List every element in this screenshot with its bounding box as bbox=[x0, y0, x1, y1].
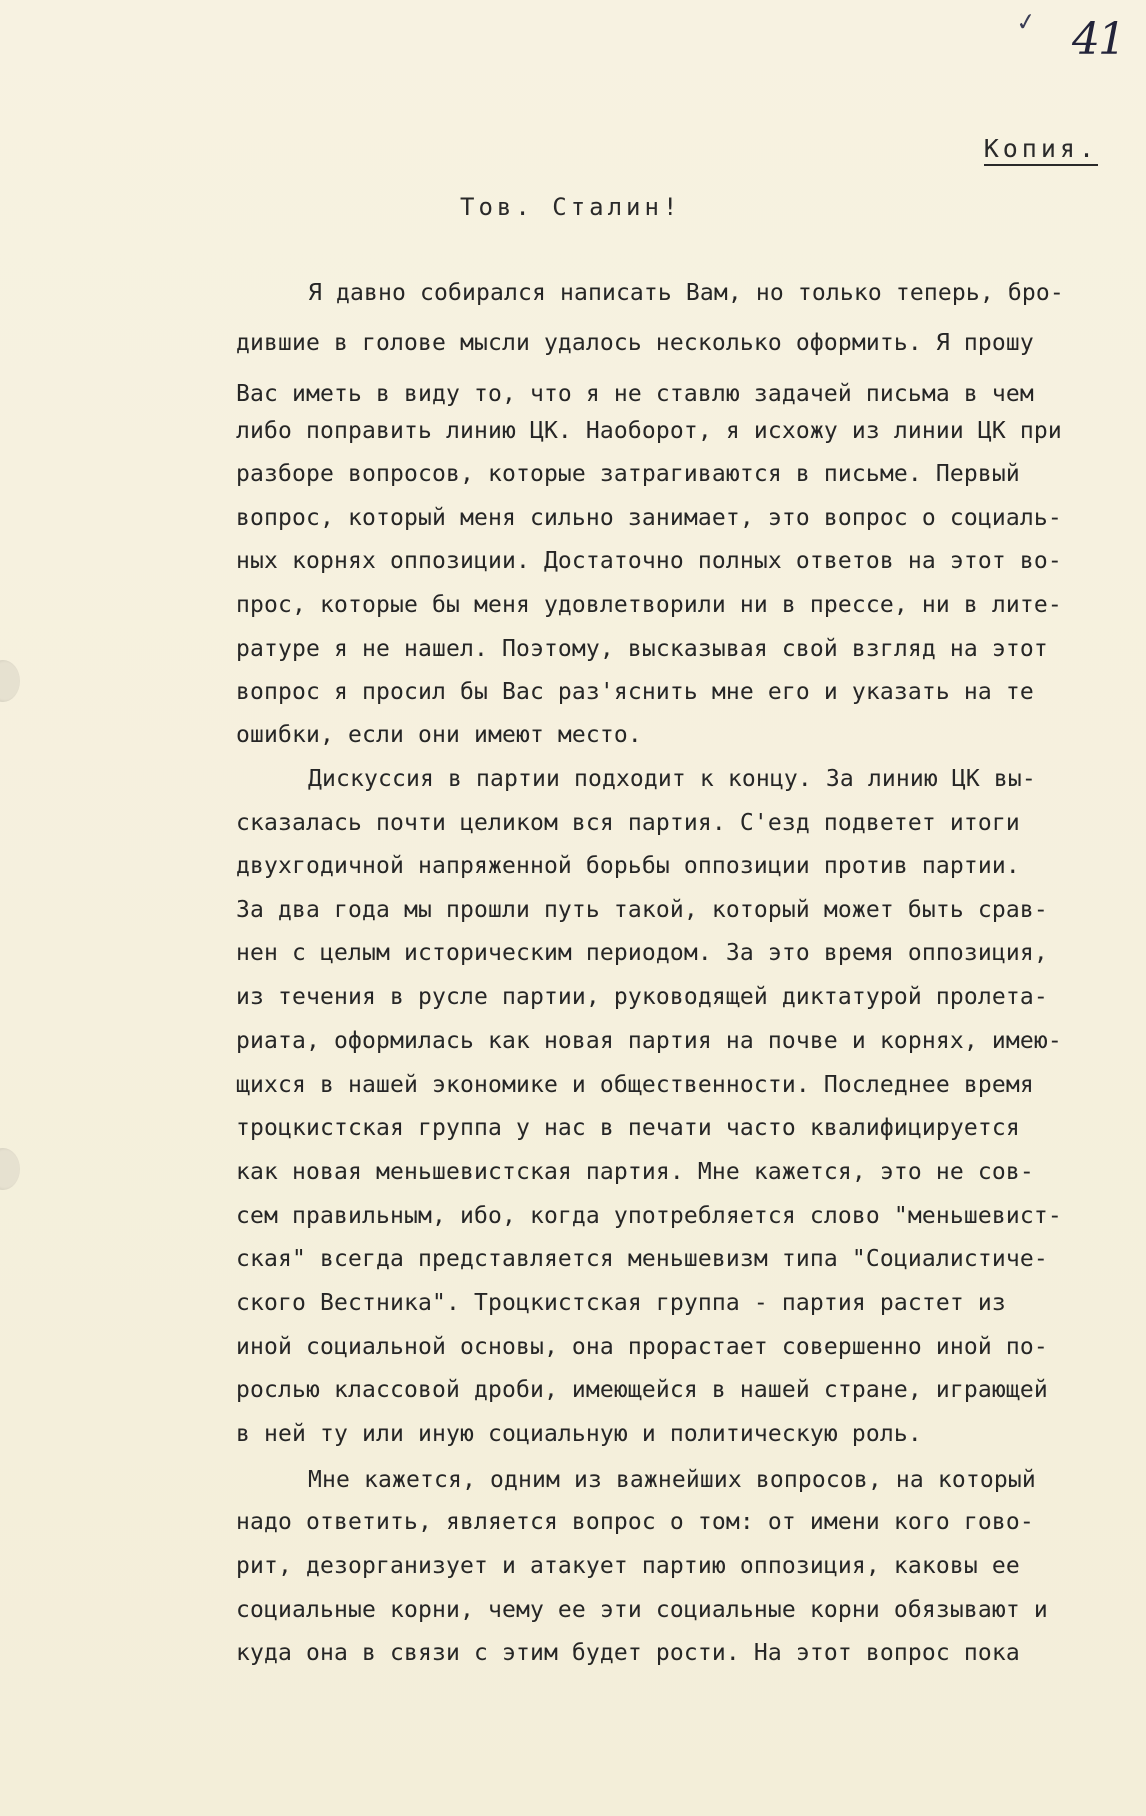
text-line: Дискуссия в партии подходит к концу. За линию ЦК вы- bbox=[308, 766, 1036, 792]
text-line: сказалась почти целиком вся партия. С'езд подветет итоги bbox=[236, 810, 1020, 836]
text-line: в ней ту или иную социальную и политическую роль. bbox=[236, 1421, 922, 1447]
handwritten-page-number: 41 bbox=[1072, 14, 1124, 65]
salutation: Тов. Сталин! bbox=[460, 193, 682, 221]
text-line: риата, оформилась как новая партия на почве и корнях, имею- bbox=[236, 1028, 1062, 1054]
text-line: щихся в нашей экономике и общественности. Последнее время bbox=[236, 1072, 1034, 1098]
text-line: вопрос я просил бы Вас раз'яснить мне его и указать на те bbox=[236, 679, 1034, 705]
text-line: ского Вестника". Троцкистская группа - партия растет из bbox=[236, 1290, 1006, 1316]
text-line: двухгодичной напряженной борьбы оппозиции против партии. bbox=[236, 853, 1020, 879]
text-line: из течения в русле партии, руководящей диктатурой пролета- bbox=[236, 984, 1048, 1010]
text-line: либо поправить линию ЦК. Наоборот, я исхожу из линии ЦК при bbox=[236, 418, 1062, 444]
text-line: троцкистская группа у нас в печати часто квалифицируется bbox=[236, 1115, 1020, 1141]
text-line: Мне кажется, одним из важнейших вопросов, на который bbox=[308, 1467, 1036, 1493]
text-line: дившие в голове мысли удалось несколько оформить. Я прошу bbox=[236, 330, 1034, 356]
text-line: иной социальной основы, она прорастает совершенно иной по- bbox=[236, 1334, 1048, 1360]
text-line: ская" всегда представляется меньшевизм типа "Социалистиче- bbox=[236, 1246, 1048, 1272]
text-line: вопрос, который меня сильно занимает, это вопрос о социаль- bbox=[236, 505, 1062, 531]
text-line: Вас иметь в виду то, что я не ставлю задачей письма в чем bbox=[236, 381, 1034, 407]
text-line: сем правильным, ибо, когда употребляется слово "меньшевист- bbox=[236, 1203, 1062, 1229]
binder-hole bbox=[0, 1148, 20, 1190]
text-line: ратуре я не нашел. Поэтому, высказывая свой взгляд на этот bbox=[236, 636, 1048, 662]
text-line: рит, дезорганизует и атакует партию оппозиция, каковы ее bbox=[236, 1553, 1020, 1579]
text-line: рослью классовой дроби, имеющейся в нашей стране, играющей bbox=[236, 1377, 1048, 1403]
text-line: За два года мы прошли путь такой, который может быть срав- bbox=[236, 897, 1048, 923]
text-line: куда она в связи с этим будет рости. На этот вопрос пока bbox=[236, 1640, 1020, 1666]
text-line: как новая меньшевистская партия. Мне кажется, это не сов- bbox=[236, 1159, 1034, 1185]
binder-hole bbox=[0, 660, 20, 702]
text-line: ошибки, если они имеют место. bbox=[236, 722, 642, 748]
text-line: социальные корни, чему ее эти социальные корни обязывают и bbox=[236, 1597, 1048, 1623]
text-line: разборе вопросов, которые затрагиваются в письме. Первый bbox=[236, 461, 1020, 487]
text-line: надо ответить, является вопрос о том: от имени кого гово- bbox=[236, 1509, 1034, 1535]
handwritten-check-mark: ✓ bbox=[1014, 6, 1038, 38]
text-line: нен с целым историческим периодом. За это время оппозиция, bbox=[236, 940, 1048, 966]
text-line: Я давно собирался написать Вам, но только теперь, бро- bbox=[308, 280, 1064, 306]
text-line: ных корнях оппозиции. Достаточно полных ответов на этот во- bbox=[236, 548, 1062, 574]
copy-label: Копия. bbox=[984, 134, 1098, 166]
text-line: прос, которые бы меня удовлетворили ни в прессе, ни в лите- bbox=[236, 592, 1062, 618]
